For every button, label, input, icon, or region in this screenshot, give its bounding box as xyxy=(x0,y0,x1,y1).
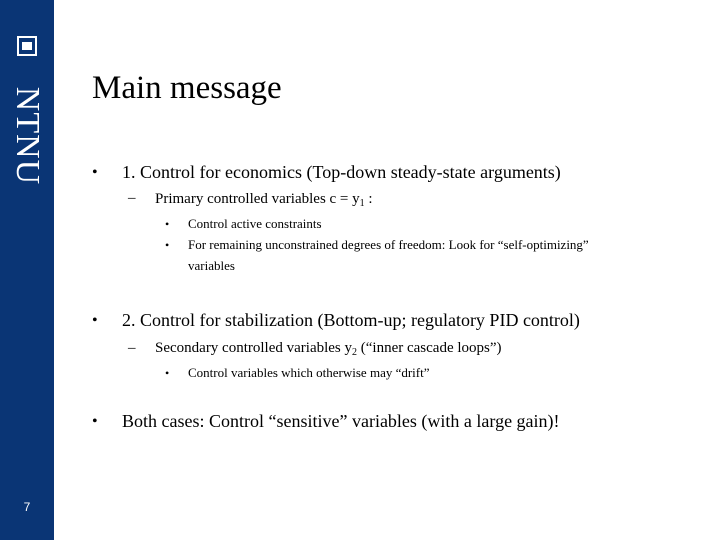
sidebar xyxy=(0,0,54,540)
bullet-marker: • xyxy=(165,238,170,252)
bullet-marker: • xyxy=(92,312,98,329)
slide-title: Main message xyxy=(92,70,282,106)
bullet-marker: • xyxy=(92,413,98,430)
logo-mark-icon xyxy=(17,36,37,56)
item-drift: Control variables which otherwise may “drift” xyxy=(188,365,430,380)
logo-text: NTNU xyxy=(9,86,46,186)
ntnu-logo xyxy=(4,36,50,186)
bullet-marker: • xyxy=(92,164,98,181)
bullet-sensitive-variables: Both cases: Control “sensitive” variables (with a large gain)! xyxy=(122,411,560,431)
bullet-stabilization: 2. Control for stabilization (Bottom-up; regulatory PID control) xyxy=(122,310,580,330)
item-self-optimizing-line1: For remaining unconstrained degrees of freedom: Look for “self-optimizing” xyxy=(188,237,589,252)
dash-marker: – xyxy=(128,190,136,206)
bullet-economics: 1. Control for economics (Top-down steady-state arguments) xyxy=(122,162,561,182)
slide-number: 7 xyxy=(23,500,31,514)
item-self-optimizing-line2: variables xyxy=(188,258,235,273)
bullet-marker: • xyxy=(165,366,170,380)
bullet-marker: • xyxy=(165,217,170,231)
dash-marker: – xyxy=(128,340,136,356)
item-active-constraints: Control active constraints xyxy=(188,216,322,231)
sub-bullet-primary-cv: Primary controlled variables $c = y_1$ : xyxy=(155,191,373,209)
sub-bullet-secondary-cv: Secondary controlled variables $y_2$ (“inner cascade loops”) xyxy=(155,340,502,358)
